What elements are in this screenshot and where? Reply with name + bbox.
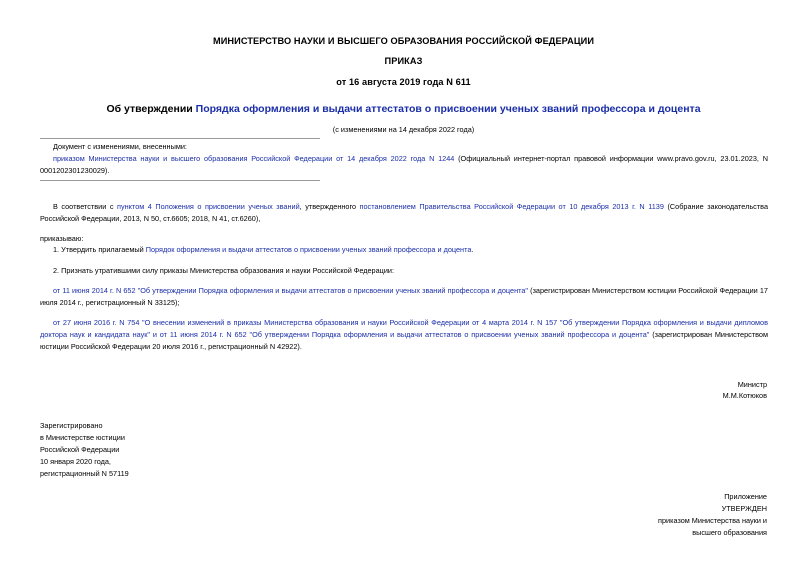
preamble-text-3: (Собрание законодательства Российской Федерации, 2013, N 50, ст.6605; 2018, N 41, ст.6260),	[40, 202, 768, 223]
changes-text	[40, 153, 768, 177]
title-link[interactable]: Порядка оформления и выдачи аттестатов о присвоении ученых званий профессора и доцента	[195, 103, 701, 115]
item1-suffix: .	[471, 245, 474, 254]
repealed-b-rest: (зарегистрирован Министерством юстиции Российской Федерации 20 июля 2016 г., регистрационный N 42922).	[40, 330, 768, 351]
repealed-a-rest: (зарегистрирован Министерством юстиции Российской Федерации 17 июля 2014 г., регистрационный N 33125);	[40, 286, 768, 307]
registration-line: 10 января 2020 года,	[40, 457, 111, 466]
signature-name: М.М.Котюков	[722, 391, 767, 400]
order-item-1	[53, 244, 473, 256]
repealed-b-link[interactable]: от 27 июня 2016 г. N 754 "О внесении изменений в приказы Министерства образования и науки Российской Федерации от 4 марта 2014 г. N 157 "Об утверждении Порядка оформления и выдачи дипломов доктора наук и кандидата наук" и от 11 июня 2014 г. N 652 "Об утверждении Порядка оформления и выдачи аттестатов о присвоении ученых званий профессора и доцента"	[40, 318, 768, 339]
preamble-link-1[interactable]: пунктом 4 Положения о присвоении ученых званий	[117, 202, 300, 211]
changes-link[interactable]: приказом Министерства науки и высшего образования Российской Федерации от 14 декабря 2022 года N 1244	[53, 154, 455, 163]
orders-word: приказываю:	[40, 234, 84, 243]
ministry-heading: МИНИСТЕРСТВО НАУКИ И ВЫСШЕГО ОБРАЗОВАНИЯ РОССИЙСКОЙ ФЕДЕРАЦИИ	[212, 36, 595, 46]
order-item-2: 2. Признать утратившими силу приказы Министерства образования и науки Российской Федерации:	[53, 266, 395, 275]
registration-block	[40, 420, 129, 480]
repealed-a-link[interactable]: от 11 июня 2014 г. N 652 "Об утверждении Порядка оформления и выдачи аттестатов о присвоении ученых званий профессора и доцента"	[53, 286, 529, 295]
item1-link[interactable]: Порядок оформления и выдачи аттестатов о присвоении ученых званий профессора и доцента	[145, 245, 472, 254]
document-title	[0, 103, 807, 115]
registration-line: Российской Федерации	[40, 445, 120, 454]
doc-type-heading: ПРИКАЗ	[384, 56, 423, 66]
signature-position: Министр	[737, 380, 767, 389]
title-prefix: Об утверждении	[106, 103, 196, 115]
changes-top-rule	[40, 138, 320, 139]
repealed-order-a	[40, 285, 768, 309]
preamble-text-2: , утвержденного	[299, 202, 360, 211]
registration-line: Зарегистрировано	[40, 421, 103, 430]
date-number-heading: от 16 августа 2019 года N 611	[336, 77, 471, 87]
changes-label: Документ с изменениями, внесенными:	[53, 142, 187, 151]
appendix-block	[658, 491, 767, 539]
registration-line: регистрационный N 57119	[40, 469, 129, 478]
appendix-line: высшего образования	[692, 528, 767, 537]
preamble-text-1: В соответствии с	[53, 202, 118, 211]
appendix-line: Приложение	[724, 492, 767, 501]
registration-line: в Министерстве юстиции	[40, 433, 125, 442]
appendix-line: УТВЕРЖДЕН	[721, 504, 767, 513]
amendment-note: (с изменениями на 14 декабря 2022 года)	[332, 125, 475, 134]
appendix-line: приказом Министерства науки и	[658, 516, 767, 525]
changes-bottom-rule	[40, 180, 320, 181]
changes-rest: (Официальный интернет-портал правовой информации www.pravo.gov.ru, 23.01.2023, N 0001202301230029).	[40, 154, 768, 175]
item1-prefix: 1. Утвердить прилагаемый	[53, 245, 146, 254]
repealed-order-b	[40, 317, 768, 353]
preamble-link-2[interactable]: постановлением Правительства Российской Федерации от 10 декабря 2013 г. N 1139	[359, 202, 664, 211]
preamble	[40, 201, 768, 225]
